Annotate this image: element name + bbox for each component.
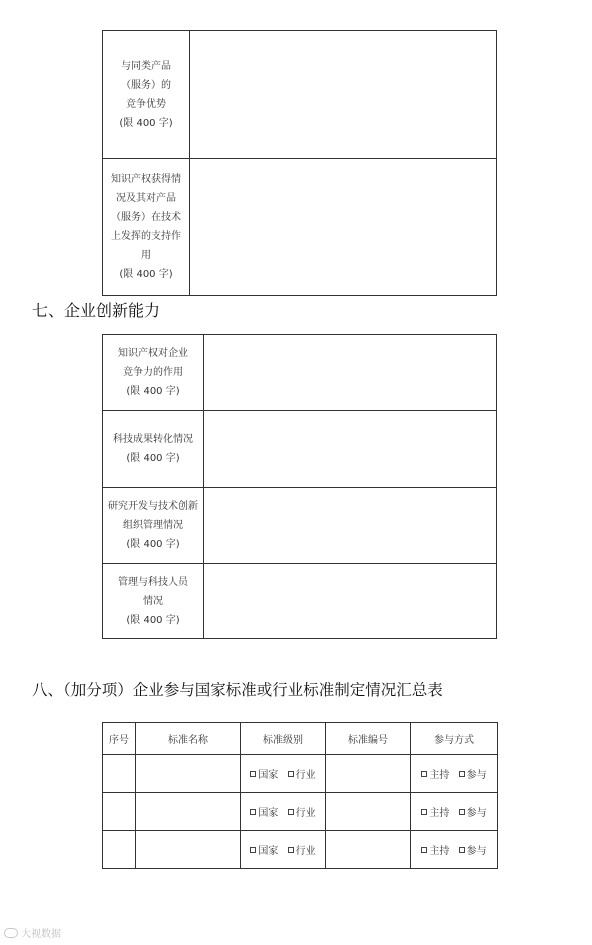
- mode-host-checkbox[interactable]: [421, 766, 449, 781]
- tech-transfer-field[interactable]: [204, 411, 497, 488]
- option-label: 行业: [295, 846, 316, 857]
- table-row: [103, 31, 497, 159]
- label-line: 科技成果转化情况: [113, 434, 193, 445]
- row-name-cell[interactable]: [136, 831, 241, 869]
- competitive-advantage-label: [103, 31, 190, 159]
- option-label: 参与: [466, 808, 487, 819]
- table-row: [103, 793, 498, 831]
- competition-ip-table: [102, 30, 497, 296]
- table-row: [103, 564, 497, 639]
- label-line: 与同类产品: [121, 60, 171, 72]
- level-industry-checkbox[interactable]: [288, 766, 316, 781]
- row-no-cell[interactable]: [103, 755, 136, 793]
- col-header-code: 标准编号: [326, 723, 411, 755]
- col-header-no: 序号: [103, 723, 136, 755]
- mode-participate-checkbox[interactable]: [459, 766, 487, 781]
- mode-options-cell: [411, 793, 498, 831]
- checkbox-icon: [250, 771, 256, 777]
- level-industry-checkbox[interactable]: [288, 842, 316, 857]
- option-label: 国家: [258, 846, 279, 857]
- label-line: （服务）的: [121, 79, 171, 91]
- mode-host-checkbox[interactable]: [421, 804, 449, 819]
- competitive-advantage-field[interactable]: [190, 31, 497, 159]
- label-line: 研究开发与技术创新: [108, 501, 198, 512]
- checkbox-icon: [288, 771, 294, 777]
- ip-competitiveness-label: [103, 335, 204, 411]
- row-code-cell[interactable]: [326, 831, 411, 869]
- label-line: (限 400 字): [126, 386, 180, 397]
- section7-heading: 七、企业创新能力: [32, 301, 161, 320]
- mode-participate-checkbox[interactable]: [459, 842, 487, 857]
- mode-options-cell: [411, 755, 498, 793]
- innovation-capability-table: [102, 334, 497, 639]
- col-header-mode: 参与方式: [411, 723, 498, 755]
- option-label: 参与: [466, 846, 487, 857]
- option-label: 国家: [258, 808, 279, 819]
- label-line: 组织管理情况: [123, 520, 183, 531]
- staff-label: [103, 564, 204, 639]
- watermark: [4, 925, 61, 940]
- label-line: 上发挥的支持作: [111, 231, 181, 242]
- row-no-cell[interactable]: [103, 831, 136, 869]
- table-row: [103, 411, 497, 488]
- label-line: 情况: [143, 595, 163, 607]
- table-row: [103, 335, 497, 411]
- ip-support-field[interactable]: [190, 159, 497, 296]
- standards-summary-table: [102, 722, 498, 869]
- option-label: 主持: [429, 808, 450, 819]
- checkbox-icon: [288, 847, 294, 853]
- checkbox-icon: [250, 847, 256, 853]
- label-line: 知识产权对企业: [118, 348, 188, 359]
- option-label: 国家: [258, 770, 279, 781]
- checkbox-icon: [459, 847, 465, 853]
- section8-heading: 八、（加分项）企业参与国家标准或行业标准制定情况汇总表: [32, 681, 443, 699]
- label-line: 知识产权获得情: [111, 174, 181, 185]
- label-line: 竞争力的作用: [123, 367, 183, 378]
- level-national-checkbox[interactable]: [250, 842, 278, 857]
- label-line: （服务）在技术: [111, 212, 181, 223]
- checkbox-icon: [421, 771, 427, 777]
- col-header-name: 标准名称: [136, 723, 241, 755]
- label-line: 管理与科技人员: [118, 576, 188, 588]
- label-line: (限 400 字): [119, 269, 173, 280]
- level-options-cell: [241, 793, 326, 831]
- checkbox-icon: [421, 847, 427, 853]
- level-options-cell: [241, 755, 326, 793]
- table-row: [103, 488, 497, 564]
- row-no-cell[interactable]: [103, 793, 136, 831]
- label-line: (限 400 字): [126, 614, 180, 626]
- option-label: 主持: [429, 770, 450, 781]
- ip-support-label: [103, 159, 190, 296]
- mode-options-cell: [411, 831, 498, 869]
- ip-competitiveness-field[interactable]: [204, 335, 497, 411]
- row-code-cell[interactable]: [326, 793, 411, 831]
- option-label: 参与: [466, 770, 487, 781]
- table-row: [103, 755, 498, 793]
- label-line: 竞争优势: [126, 98, 166, 110]
- checkbox-icon: [459, 771, 465, 777]
- checkbox-icon: [288, 809, 294, 815]
- rnd-management-label: [103, 488, 204, 564]
- level-options-cell: [241, 831, 326, 869]
- mode-host-checkbox[interactable]: [421, 842, 449, 857]
- table-row: [103, 831, 498, 869]
- level-national-checkbox[interactable]: [250, 766, 278, 781]
- watermark-logo-icon: [4, 928, 18, 938]
- label-line: 况及其对产品: [116, 193, 176, 204]
- row-name-cell[interactable]: [136, 793, 241, 831]
- label-line: (限 400 字): [126, 539, 180, 550]
- checkbox-icon: [421, 809, 427, 815]
- mode-participate-checkbox[interactable]: [459, 804, 487, 819]
- checkbox-icon: [250, 809, 256, 815]
- col-header-level: 标准级别: [241, 723, 326, 755]
- table-row: [103, 159, 497, 296]
- tech-transfer-label: [103, 411, 204, 488]
- option-label: 行业: [295, 770, 316, 781]
- row-name-cell[interactable]: [136, 755, 241, 793]
- label-line: (限 400 字): [119, 117, 173, 129]
- level-industry-checkbox[interactable]: [288, 804, 316, 819]
- level-national-checkbox[interactable]: [250, 804, 278, 819]
- staff-field[interactable]: [204, 564, 497, 639]
- table-header-row: [103, 723, 498, 755]
- label-line: 用: [141, 250, 151, 261]
- rnd-management-field[interactable]: [204, 488, 497, 564]
- watermark-text: 大视数据: [21, 929, 61, 940]
- row-code-cell[interactable]: [326, 755, 411, 793]
- option-label: 行业: [295, 808, 316, 819]
- checkbox-icon: [459, 809, 465, 815]
- label-line: (限 400 字): [126, 453, 180, 464]
- option-label: 主持: [429, 846, 450, 857]
